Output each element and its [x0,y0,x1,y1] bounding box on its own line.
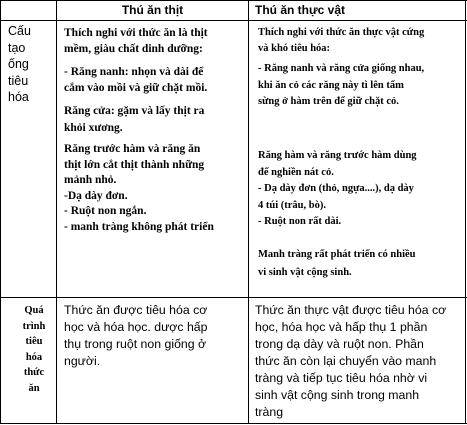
structure-plant-canines: - Răng nanh và răng cửa giống nhau, khi ăn cỏ các răng này tì lên tấm sừng ở hàm trên để giữ chặt cỏ. [258,63,425,107]
structure-meat-incisors: Răng cửa: gặm và lấy thịt ra khỏi xương. [64,105,205,134]
header-plant-eaters: Thú ăn thực vật [255,3,346,17]
row-label-process: Quá trình tiêu hóa thức ăn [22,305,46,394]
column-divider-2 [248,0,249,424]
structure-plant-intro: Thích nghi với thức ăn thực vật cứng và khó tiêu hóa: [258,27,425,54]
structure-meat-intro: Thích nghi với thức ăn là thịt mềm, giàu chất dinh dưỡng: [64,27,208,55]
row-divider [0,297,467,298]
table-border-top [0,0,467,1]
table-border-right [465,0,466,424]
structure-plant-molars: Răng hàm và răng trước hàm dùng để nghiền nát cỏ. - Dạ dày đơn (thỏ, ngựa....), dạ dày 4 túi (trâu, bò). - Ruột non rất dài. [258,150,417,227]
process-meat: Thức ăn được tiêu hóa cơ học và hóa học. dược hấp thụ trong ruột non giống ở người. [64,303,208,368]
header-meat-eaters: Thú ăn thịt [121,3,184,17]
column-divider-1 [56,0,57,424]
structure-plant-caecum: Manh tràng rất phát triển có nhiều vi sinh vật cộng sinh. [258,249,416,278]
table-border-bottom [0,423,467,424]
process-plant: Thức ăn thực vật được tiêu hóa cơ học, hóa học và hấp thụ 1 phần trong dạ dày và ruột non. Phần thức ăn còn lại chuyển vào manh tràng và tiếp tục tiêu hóa nhờ vi sinh vật cộng sinh trong manh tràng [255,303,447,419]
structure-meat-molars: Răng trước hàm và răng ăn thịt lớn cắt thịt thành những mảnh nhỏ. -Dạ dày đơn. - Ruột non ngắn. - manh tràng không phát triển [64,143,214,233]
row-label-structure: Cấu tạo ống tiêu hóa [8,24,31,104]
table-border-left [0,0,1,424]
structure-meat-canines: - Răng nanh: nhọn và dài để cắm vào mồi và giữ chặt mồi. [64,66,208,94]
header-divider [0,20,467,21]
